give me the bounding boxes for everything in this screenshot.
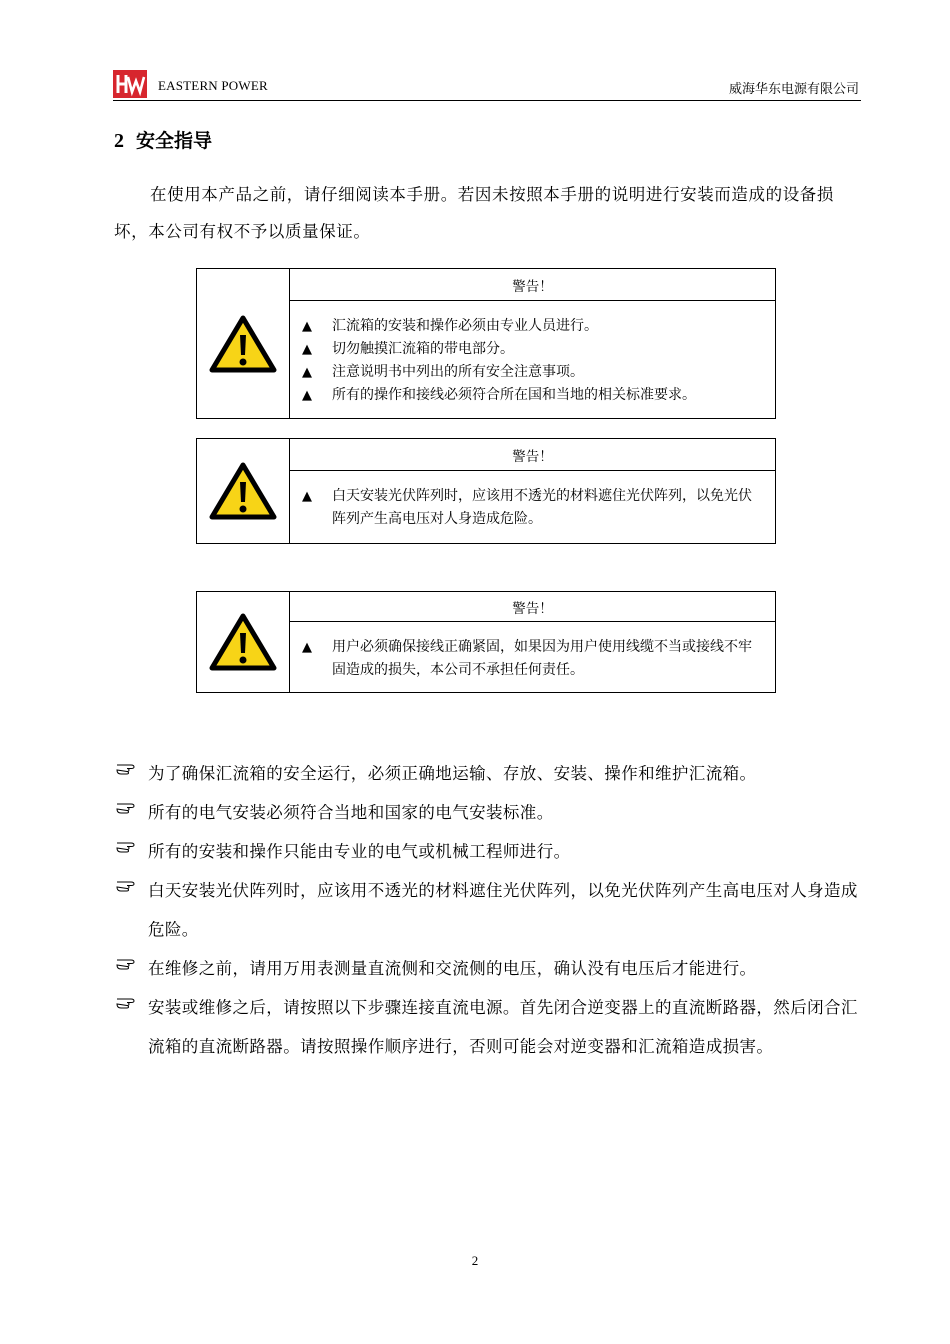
section-title — [114, 126, 212, 153]
warning-icon-cell — [197, 439, 290, 543]
warning-item: ▲ 用户必须确保接线正确紧固，如果因为用户使用线缆不当或接线不牢固造成的损失，本公司不承担任何责任。 — [302, 636, 765, 682]
warning-title: 警告！ — [290, 439, 775, 471]
warning-content — [290, 592, 775, 692]
warning-item: ▲ 汇流箱的安装和操作必须由专业人员进行。 — [302, 315, 765, 338]
page-header — [113, 68, 861, 102]
warning-title: 警告！ — [290, 269, 775, 301]
triangle-bullet-icon: ▲ — [302, 342, 312, 357]
warning-content — [290, 269, 775, 418]
note-item: 安装或维修之后，请按照以下步骤连接直流电源。首先闭合逆变器上的直流断路器，然后闭合汇流箱的直流断路器。请按照操作顺序进行，否则可能会对逆变器和汇流箱造成损害。 — [114, 988, 864, 1066]
section-heading: 安全指导 — [136, 130, 213, 152]
warning-box-1 — [196, 268, 776, 419]
pointing-hand-icon — [116, 956, 138, 970]
notes-list — [114, 754, 864, 1066]
intro-paragraph: 在使用本产品之前，请仔细阅读本手册。若因未按照本手册的说明进行安装而造成的设备损坏，本公司有权不予以质量保证。 — [114, 185, 834, 241]
pointing-hand-icon — [116, 839, 138, 853]
warning-content — [290, 439, 775, 543]
warning-item: ▲ 白天安装光伏阵列时，应该用不透光的材料遮住光伏阵列，以免光伏阵列产生高电压对人身造成危险。 — [302, 485, 765, 531]
warning-list — [290, 471, 775, 541]
warning-triangle-icon — [209, 612, 277, 672]
warning-triangle-icon — [209, 461, 277, 521]
note-item: 白天安装光伏阵列时，应该用不透光的材料遮住光伏阵列，以免光伏阵列产生高电压对人身造成危险。 — [114, 871, 864, 949]
warning-list — [290, 301, 775, 417]
note-item: 为了确保汇流箱的安全运行，必须正确地运输、存放、安装、操作和维护汇流箱。 — [114, 754, 864, 793]
triangle-bullet-icon: ▲ — [302, 365, 312, 380]
warning-item: ▲ 切勿触摸汇流箱的带电部分。 — [302, 338, 765, 361]
note-item: 在维修之前，请用万用表测量直流侧和交流侧的电压，确认没有电压后才能进行。 — [114, 949, 864, 988]
warning-box-3 — [196, 591, 776, 693]
warning-list — [290, 622, 775, 692]
note-item: 所有的安装和操作只能由专业的电气或机械工程师进行。 — [114, 832, 864, 871]
triangle-bullet-icon: ▲ — [302, 319, 312, 334]
warning-item: ▲ 注意说明书中列出的所有安全注意事项。 — [302, 361, 765, 384]
warning-item: ▲ 所有的操作和接线必须符合所在国和当地的相关标准要求。 — [302, 384, 765, 407]
triangle-bullet-icon: ▲ — [302, 489, 312, 504]
note-item: 所有的电气安装必须符合当地和国家的电气安装标准。 — [114, 793, 864, 832]
brand-name: EASTERN POWER — [158, 78, 268, 93]
warning-icon-cell — [197, 592, 290, 692]
pointing-hand-icon — [116, 761, 138, 775]
triangle-bullet-icon: ▲ — [302, 640, 312, 655]
warning-box-2 — [196, 438, 776, 544]
pointing-hand-icon — [116, 878, 138, 892]
warning-title: 警告！ — [290, 592, 775, 622]
company-name: 威海华东电源有限公司 — [728, 82, 859, 97]
warning-triangle-icon — [209, 314, 277, 374]
triangle-bullet-icon: ▲ — [302, 388, 312, 403]
section-number: 2 — [114, 130, 124, 152]
pointing-hand-icon — [116, 800, 138, 814]
pointing-hand-icon — [116, 995, 138, 1009]
company-logo — [113, 70, 147, 98]
page-number: 2 — [471, 1253, 479, 1268]
header-rule — [113, 100, 861, 101]
warning-icon-cell — [197, 269, 290, 418]
